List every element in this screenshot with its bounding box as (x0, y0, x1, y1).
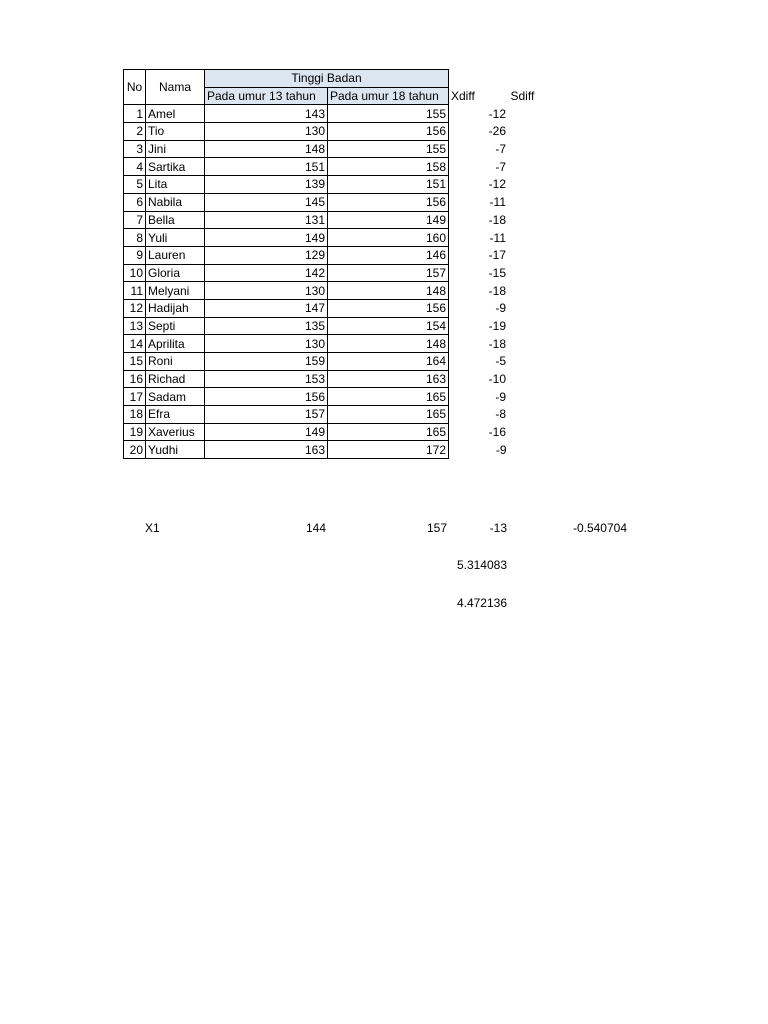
row-nama: Aprilita (146, 335, 205, 353)
table-row (124, 123, 537, 141)
table-row (124, 299, 537, 317)
row-age-18: 149 (328, 211, 449, 229)
row-age-18: 158 (328, 158, 449, 176)
summary-label: X1 (145, 521, 160, 535)
row-no: 2 (124, 123, 146, 141)
table-body (124, 105, 537, 459)
row-sdiff (509, 353, 537, 371)
row-no: 17 (124, 388, 146, 406)
row-age-18: 151 (328, 176, 449, 194)
row-xdiff: -11 (489, 230, 506, 245)
table-row (124, 140, 537, 158)
row-xdiff: -10 (488, 372, 506, 387)
row-age-13: 129 (205, 246, 328, 264)
row-age-18: 148 (328, 282, 449, 300)
row-age-18: 155 (328, 105, 449, 123)
row-age-13: 147 (205, 299, 328, 317)
row-age-13: 130 (205, 282, 328, 300)
summary-value-1: 5.314083 (456, 558, 507, 572)
row-age-13: 163 (205, 441, 328, 459)
row-age-18: 156 (328, 193, 449, 211)
row-age-18: 163 (328, 370, 449, 388)
header-empty-2 (509, 70, 537, 88)
table-row (124, 406, 537, 424)
header-sdiff: Sdiff (510, 89, 535, 104)
row-age-18: 155 (328, 140, 449, 158)
row-age-13: 142 (205, 264, 328, 282)
row-sdiff (509, 123, 537, 141)
row-nama: Tio (146, 123, 205, 141)
summary-mean-xdiff: -13 (489, 521, 507, 535)
row-xdiff: -17 (488, 248, 506, 263)
table-row (124, 282, 537, 300)
row-xdiff: -16 (488, 425, 506, 440)
row-no: 18 (124, 406, 146, 424)
row-no: 14 (124, 335, 146, 353)
row-nama: Roni (146, 353, 205, 371)
summary-result: -0.540704 (572, 521, 627, 535)
row-nama: Sadam (146, 388, 205, 406)
row-xdiff: -12 (488, 177, 506, 192)
row-age-13: 131 (205, 211, 328, 229)
row-nama: Richad (146, 370, 205, 388)
row-nama: Yuli (146, 229, 205, 247)
row-nama: Sartika (146, 158, 205, 176)
row-xdiff: -8 (495, 407, 506, 422)
table-row (124, 211, 537, 229)
row-sdiff (509, 299, 537, 317)
row-nama: Bella (146, 211, 205, 229)
row-xdiff: -7 (495, 159, 506, 174)
row-no: 13 (124, 317, 146, 335)
row-age-18: 154 (328, 317, 449, 335)
row-xdiff: -9 (495, 442, 507, 457)
row-xdiff: -5 (495, 354, 506, 369)
row-age-13: 135 (205, 317, 328, 335)
row-no: 4 (124, 158, 146, 176)
row-nama: Lita (146, 176, 205, 194)
row-no: 19 (124, 423, 146, 441)
row-sdiff (509, 370, 537, 388)
row-age-18: 156 (328, 299, 449, 317)
header-xdiff: Xdiff (451, 89, 475, 104)
row-xdiff: -18 (488, 336, 506, 351)
row-age-18: 156 (328, 123, 449, 141)
row-xdiff: -9 (495, 301, 506, 316)
row-no: 3 (124, 140, 146, 158)
row-sdiff (509, 264, 537, 282)
row-no: 16 (124, 370, 146, 388)
row-xdiff: -7 (495, 142, 506, 157)
row-sdiff (509, 176, 537, 194)
row-no: 10 (124, 264, 146, 282)
row-sdiff (509, 423, 537, 441)
table-row (124, 388, 537, 406)
summary-value-2: 4.472136 (456, 596, 507, 610)
row-sdiff (509, 246, 537, 264)
row-age-18: 165 (328, 423, 449, 441)
row-xdiff: -18 (488, 212, 506, 227)
row-no: 5 (124, 176, 146, 194)
row-no: 9 (124, 246, 146, 264)
row-nama: Yudhi (146, 441, 205, 459)
table-row (124, 158, 537, 176)
row-nama: Lauren (146, 246, 205, 264)
row-sdiff (509, 282, 537, 300)
height-table (123, 69, 537, 459)
table-row (124, 193, 537, 211)
row-no: 20 (124, 441, 146, 459)
row-sdiff (509, 211, 537, 229)
row-age-13: 143 (205, 105, 328, 123)
table-row (124, 229, 537, 247)
row-age-18: 146 (328, 246, 449, 264)
table-row (124, 335, 537, 353)
row-nama: Septi (146, 317, 205, 335)
row-age-13: 156 (205, 388, 328, 406)
summary-mean-18: 157 (426, 521, 447, 535)
row-no: 15 (124, 353, 146, 371)
table-row (124, 176, 537, 194)
table-row (124, 317, 537, 335)
header-row-1 (124, 70, 537, 88)
table-row (124, 105, 537, 123)
row-nama: Gloria (146, 264, 205, 282)
row-age-13: 130 (205, 123, 328, 141)
row-age-18: 160 (328, 229, 449, 247)
row-nama: Xaverius (146, 423, 205, 441)
row-age-13: 148 (205, 140, 328, 158)
row-sdiff (509, 317, 537, 335)
row-no: 12 (124, 299, 146, 317)
row-nama: Hadijah (146, 299, 205, 317)
row-no: 7 (124, 211, 146, 229)
row-age-13: 130 (205, 335, 328, 353)
row-nama: Melyani (146, 282, 205, 300)
header-age-18: Pada umur 18 tahun (328, 87, 449, 105)
row-xdiff: -18 (488, 283, 506, 298)
header-nama: Nama (146, 70, 205, 105)
table-row (124, 353, 537, 371)
row-age-18: 172 (328, 441, 449, 459)
header-no: No (124, 70, 146, 105)
row-age-13: 159 (205, 353, 328, 371)
row-age-18: 157 (328, 264, 449, 282)
row-nama: Efra (146, 406, 205, 424)
row-age-13: 149 (205, 423, 328, 441)
row-age-13: 149 (205, 229, 328, 247)
table-row (124, 441, 537, 459)
summary-mean-13: 144 (305, 521, 326, 535)
row-sdiff (509, 441, 537, 459)
row-sdiff (509, 229, 537, 247)
row-no: 6 (124, 193, 146, 211)
row-xdiff: -12 (488, 106, 506, 121)
row-nama: Jini (146, 140, 205, 158)
row-sdiff (509, 388, 537, 406)
row-xdiff: -9 (495, 389, 506, 404)
row-sdiff (509, 105, 537, 123)
row-no: 8 (124, 229, 146, 247)
row-age-18: 165 (328, 388, 449, 406)
row-xdiff: -15 (488, 265, 506, 280)
row-no: 1 (124, 105, 146, 123)
row-age-18: 148 (328, 335, 449, 353)
row-age-13: 157 (205, 406, 328, 424)
row-age-13: 145 (205, 193, 328, 211)
row-age-18: 165 (328, 406, 449, 424)
row-age-13: 139 (205, 176, 328, 194)
row-sdiff (509, 406, 537, 424)
row-xdiff: -11 (489, 195, 506, 210)
row-xdiff: -19 (488, 318, 506, 333)
row-sdiff (509, 335, 537, 353)
row-xdiff: -26 (488, 124, 506, 139)
row-sdiff (509, 140, 537, 158)
header-empty-1 (449, 70, 509, 88)
header-age-13: Pada umur 13 tahun (205, 87, 328, 105)
row-nama: Nabila (146, 193, 205, 211)
header-tinggi-badan: Tinggi Badan (205, 70, 449, 88)
table-row (124, 423, 537, 441)
row-age-13: 153 (205, 370, 328, 388)
row-age-18: 164 (328, 353, 449, 371)
row-sdiff (509, 193, 537, 211)
row-no: 11 (124, 282, 146, 300)
table-row (124, 264, 537, 282)
table-row (124, 370, 537, 388)
row-age-13: 151 (205, 158, 328, 176)
row-nama: Amel (146, 105, 205, 123)
row-sdiff (509, 158, 537, 176)
table-row (124, 246, 537, 264)
